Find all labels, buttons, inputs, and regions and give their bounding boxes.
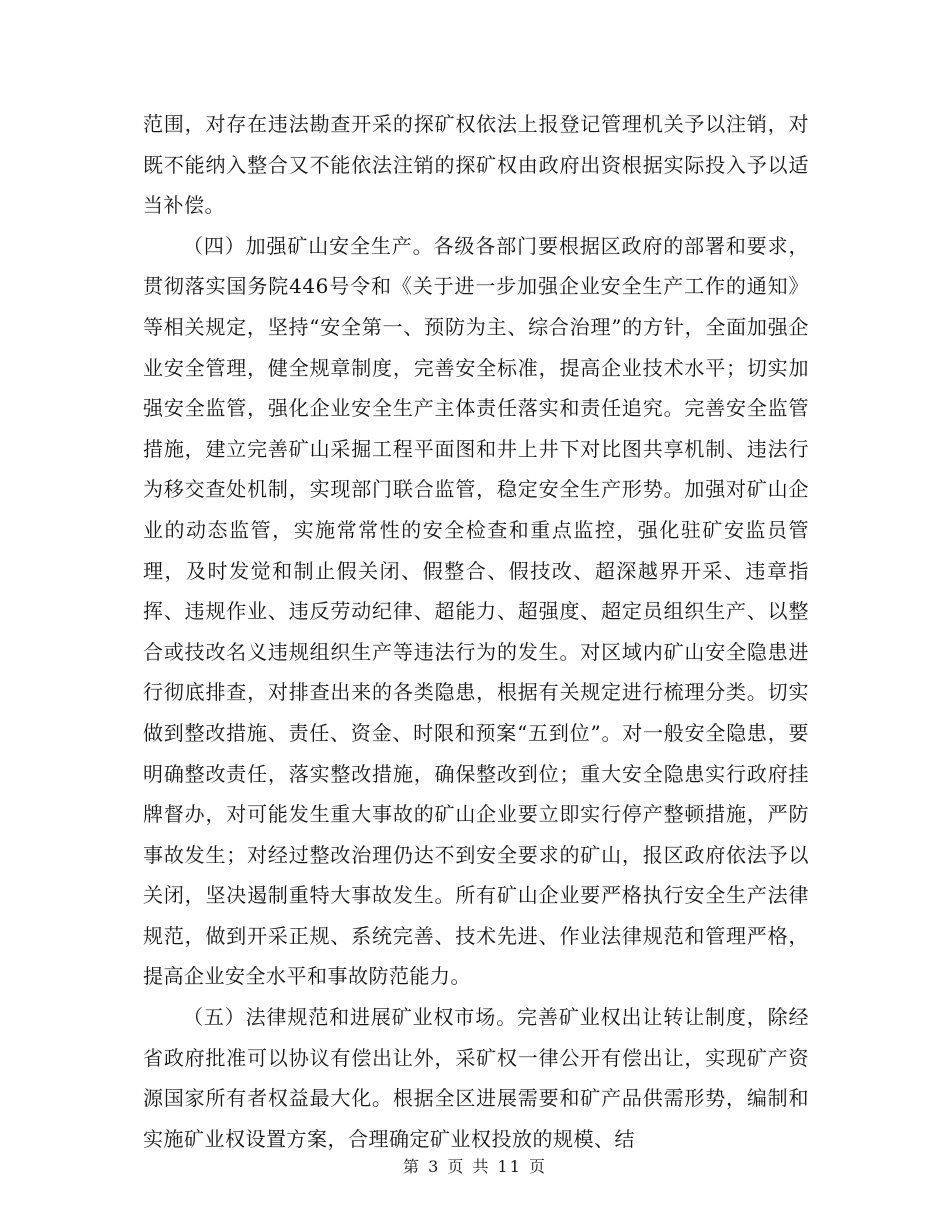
- page-number-footer: 第 3 页 共 11 页: [403, 1157, 547, 1176]
- paragraph-3: （五）法律规范和进展矿业权市场。完善矿业权出让转让制度，除经省政府批准可以协议有偿出让外，采矿权一律公开有偿出让，实现矿产资源国家所有者权益最大化。根据全区进展需要和矿产品供需形势，编制和实施矿业权设置方案，合理确定矿业权投放的规模、结: [143, 1005, 809, 1151]
- body-text: [143, 104, 809, 1159]
- paragraph-1: 范围，对存在违法勘查开采的探矿权依法上报登记管理机关予以注销，对既不能纳入整合又不能依法注销的探矿权由政府出资根据实际投入予以适当补偿。: [143, 112, 809, 218]
- paragraph-2: （四）加强矿山安全生产。各级各部门要根据区政府的部署和要求，贯彻落实国务院446号令和《关于进一步加强企业安全生产工作的通知》等相关规定，坚持“安全第一、预防为主、综合治理”的方针，全面加强企业安全管理，健全规章制度，完善安全标准，提高企业技术水平；切实加强安全监管，强化企业安全生产主体责任落实和责任追究。完善安全监管措施，建立完善矿山采掘工程平面图和井上井下对比图共享机制、违法行为移交查处机制，实现部门联合监管，稳定安全生产形势。加强对矿山企业的动态监管，实施常常性的安全检查和重点监控，强化驻矿安监员管理，及时发觉和制止假关闭、假整合、假技改、超深越界开采、违章指挥、违规作业、违反劳动纪律、超能力、超强度、超定员组织生产、以整合或技改名义违规组织生产等违法行为的发生。对区域内矿山安全隐患进行彻底排查，对排查出来的各类隐患，根据有关规定进行梳理分类。切实做到整改措施、责任、资金、时限和预案“五到位”。对一般安全隐患，要明确整改责任，落实整改措施，确保整改到位；重大安全隐患实行政府挂牌督办，对可能发生重大事故的矿山企业要立即实行停产整顿措施，严防事故发生；对经过整改治理仍达不到安全要求的矿山，报区政府依法予以关闭，坚决遏制重特大事故发生。所有矿山企业要严格执行安全生产法律规范，做到开采正规、系统完善、技术先进、作业法律规范和管理严格，提高企业安全水平和事故防范能力。: [143, 233, 809, 989]
